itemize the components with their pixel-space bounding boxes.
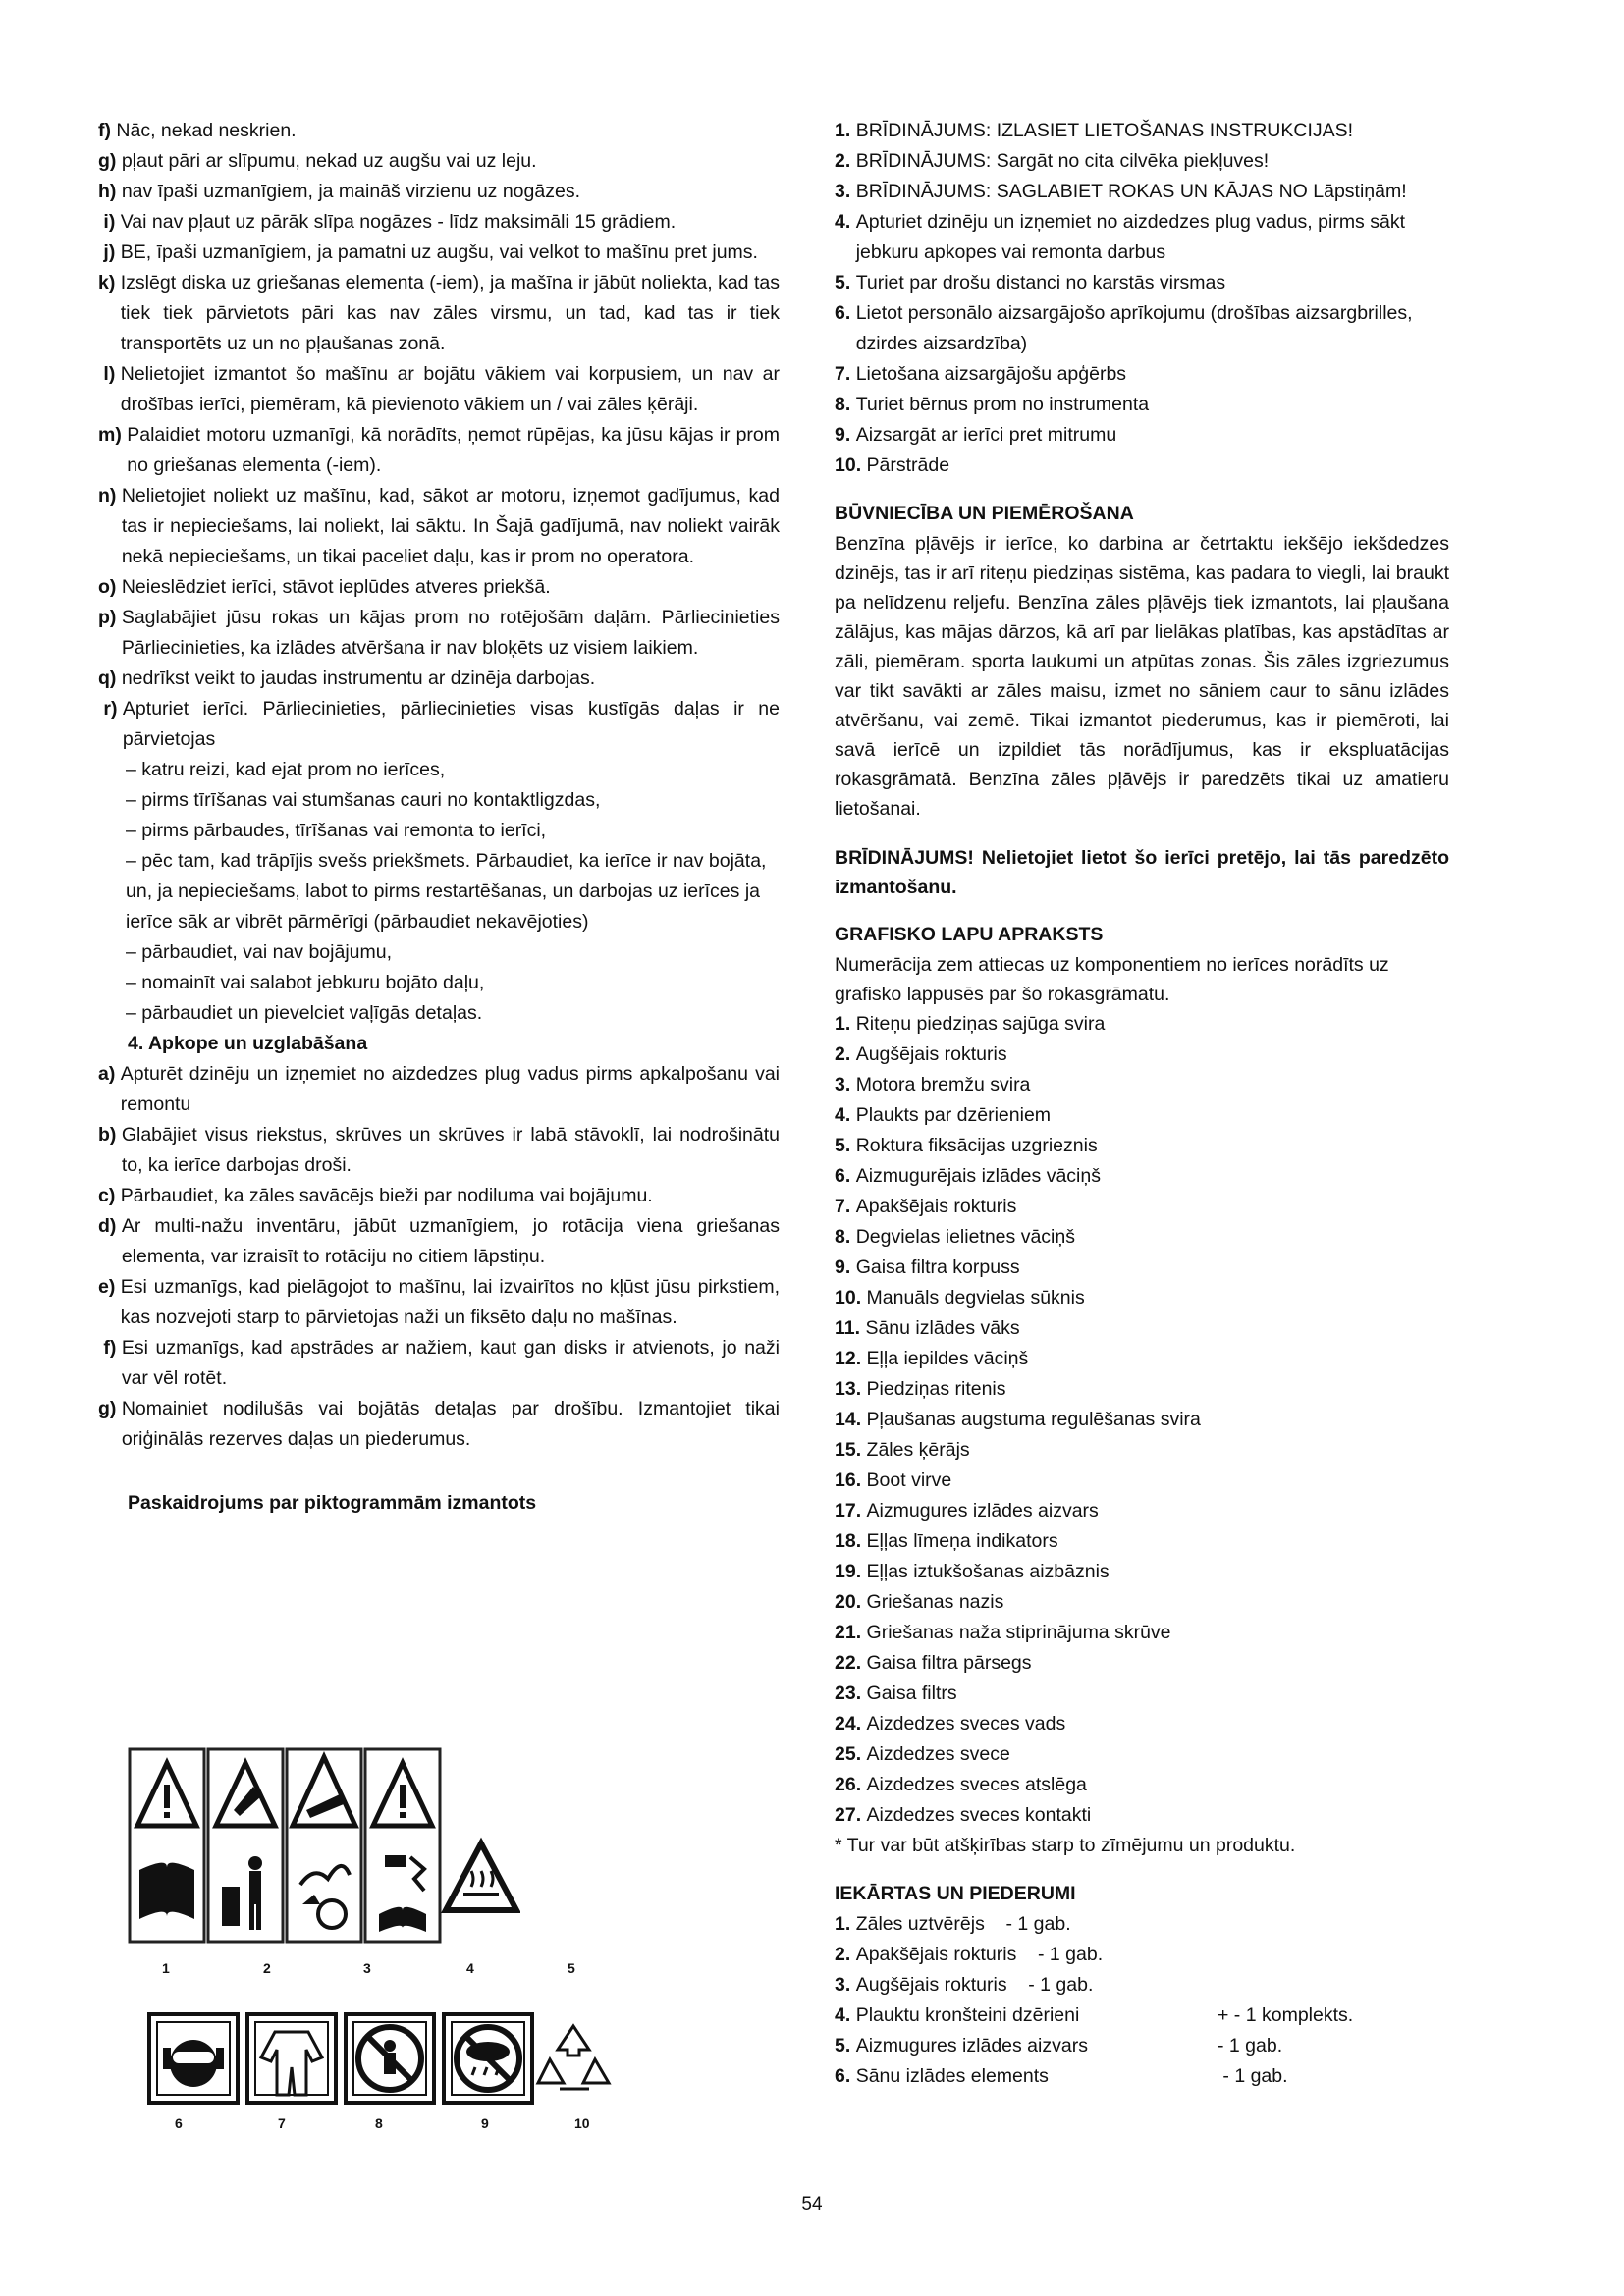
maintenance-rules-list: [98, 1059, 780, 1455]
item-text: Vai nav pļaut uz pārāk slīpa nogāzes - līdz maksimāli 15 grādiem.: [120, 211, 677, 233]
item-text: Riteņu piedziņas sajūga svira: [855, 1013, 1106, 1035]
item-number: 4.: [835, 211, 856, 233]
pictogram-number: 10: [574, 2115, 590, 2131]
item-text: BRĪDINĀJUMS: SAGLABIET ROKAS UN KĀJAS NO Lāpstiņām!: [855, 181, 1407, 202]
recycling-icon: [538, 2026, 609, 2089]
list-item: [835, 1283, 1449, 1313]
item-number: 10.: [835, 454, 867, 476]
list-item: [835, 1161, 1449, 1192]
list-item: [835, 420, 1449, 451]
item-number: 3.: [835, 1974, 856, 1996]
blade-hazard-icon: [287, 1749, 361, 1942]
item-text: Palaidiet motoru uzmanīgi, kā norādīts, ņemot rūpējas, ka jūsu kājas ir prom no griešanas elementa (-iem).: [127, 424, 780, 476]
list-item: [835, 1253, 1449, 1283]
list-item: [835, 390, 1449, 420]
item-text: Piedziņas ritenis: [866, 1378, 1006, 1400]
list-item: [835, 298, 1449, 359]
list-item: [98, 481, 780, 572]
equipment-quantity: + - 1 komplekts.: [1218, 2004, 1354, 2026]
item-number: 18.: [835, 1530, 867, 1552]
pictogram-group-2: [147, 2012, 619, 2110]
item-number: 2.: [835, 1043, 856, 1065]
list-item: [98, 1120, 780, 1181]
pictogram-row-2: [147, 2012, 619, 2110]
stop-conditions-list: [126, 755, 780, 1029]
item-label: g): [98, 150, 122, 172]
list-item: [835, 146, 1449, 177]
item-label: p): [98, 607, 122, 628]
item-number: 6.: [835, 2065, 856, 2087]
list-item: [835, 359, 1449, 390]
item-number: 22.: [835, 1652, 867, 1674]
item-text: Aizsargāt ar ierīci pret mitrumu: [855, 424, 1117, 446]
list-item: [835, 1648, 1449, 1679]
equipment-item: [835, 2001, 1449, 2031]
eye-ear-protection-icon: [149, 2014, 238, 2103]
item-number: 5.: [835, 272, 856, 294]
item-text: Boot virve: [866, 1469, 952, 1491]
item-text: Plauktu kronšteini dzērieni: [855, 2004, 1080, 2026]
list-item: [835, 1131, 1449, 1161]
item-number: 3.: [835, 1074, 856, 1095]
item-label: d): [98, 1215, 122, 1237]
pictogram-descriptions-list: [835, 116, 1449, 481]
item-text: nedrīkst veikt to jaudas instrumentu ar dzinēja darbojas.: [121, 667, 596, 689]
item-number: 20.: [835, 1591, 867, 1613]
equipment-name: [835, 1909, 1218, 1940]
item-text: Zāles ķērājs: [866, 1439, 970, 1461]
item-text: Aizdedzes svece: [866, 1743, 1010, 1765]
item-label: q): [98, 667, 122, 689]
list-item: [835, 1679, 1449, 1709]
item-text: Nāc, nekad neskrien.: [116, 120, 297, 141]
item-text: Eļļas līmeņa indikators: [866, 1530, 1058, 1552]
list-item: [98, 1059, 780, 1120]
equipment-item: [835, 2031, 1449, 2061]
list-item: [835, 207, 1449, 268]
item-label: e): [98, 1276, 121, 1298]
list-item: [98, 1333, 780, 1394]
item-number: 1.: [835, 120, 856, 141]
item-number: 14.: [835, 1409, 867, 1430]
item-number: 7.: [835, 363, 856, 385]
pictogram-legend-title: Paskaidrojums par piktogrammām izmantots: [128, 1492, 537, 1514]
item-number: 7.: [835, 1196, 856, 1217]
equipment-name: [835, 2001, 1218, 2031]
warning-intended-use: BRĪDINĀJUMS! Nelietojiet lietot šo ierīci pretējo, lai tās paredzēto izmantošanu.: [835, 847, 1449, 898]
item-number: 2.: [835, 150, 856, 172]
pictogram-number: 9: [481, 2115, 489, 2131]
item-text: Degvielas ielietnes vāciņš: [855, 1226, 1075, 1248]
item-text: Zāles uztvērējs - 1 gab.: [855, 1913, 1071, 1935]
safety-rules-list: [98, 116, 780, 755]
item-number: 27.: [835, 1804, 867, 1826]
item-label: f): [98, 120, 117, 141]
pictogram-row-1: [128, 1747, 520, 1944]
list-item: [835, 1222, 1449, 1253]
item-text: Augšējais rokturis - 1 gab.: [855, 1974, 1094, 1996]
item-label: n): [98, 485, 122, 507]
item-text: Eļļas iztukšošanas aizbāznis: [866, 1561, 1110, 1582]
pictogram-number: 8: [375, 2115, 383, 2131]
list-item: [835, 1070, 1449, 1100]
item-label: i): [98, 211, 121, 233]
pictogram-number: 4: [466, 1960, 474, 1976]
item-text: Glabājiet visus riekstus, skrūves un skrūves ir labā stāvoklī, lai nodrošinātu to, ka ierīce darbojas droši.: [121, 1124, 780, 1176]
item-number: 2.: [835, 1944, 856, 1965]
item-label: f): [98, 1337, 122, 1359]
item-text: Apturiet ierīci. Pārliecinieties, pārliecinieties visas kustīgās daļas ir ne pārvietojas: [122, 698, 780, 750]
keep-away-person-icon: [208, 1749, 283, 1942]
item-text: Manuāls degvielas sūknis: [866, 1287, 1085, 1308]
pictogram-number: 6: [175, 2115, 183, 2131]
item-text: Aizmugures izlādes aizvars: [866, 1500, 1099, 1522]
item-number: 4.: [835, 2004, 856, 2026]
graphic-pages-heading: GRAFISKO LAPU APRAKSTS: [835, 924, 1104, 945]
dash-item: – katru reizi, kad ejat prom no ierīces,: [126, 759, 446, 780]
item-label: r): [98, 698, 123, 720]
item-number: 8.: [835, 394, 856, 415]
section-heading-maintenance: 4. Apkope un uzglabāšana: [128, 1033, 368, 1054]
item-text: Apturēt dzinēju un izņemiet no aizdedzes plug vadus pirms apkalpošanu vai remontu: [120, 1063, 780, 1115]
list-item: [98, 268, 780, 359]
item-number: 17.: [835, 1500, 867, 1522]
item-number: 24.: [835, 1713, 867, 1735]
item-number: 3.: [835, 181, 856, 202]
list-item: [98, 603, 780, 664]
list-item: [835, 1040, 1449, 1070]
item-label: a): [98, 1063, 121, 1085]
protect-from-moisture-icon: [444, 2014, 532, 2103]
list-item: [835, 1496, 1449, 1526]
item-text: Neieslēdziet ierīci, stāvot ieplūdes atveres priekšā.: [121, 576, 551, 598]
item-number: 12.: [835, 1348, 867, 1369]
list-item: [98, 177, 780, 207]
list-item: [98, 146, 780, 177]
item-number: 26.: [835, 1774, 867, 1795]
pictogram-number: 5: [568, 1960, 575, 1976]
equipment-item: [835, 1909, 1449, 1940]
item-text: Lietošana aizsargājošu apģērbs: [855, 363, 1127, 385]
item-number: 5.: [835, 2035, 856, 2056]
protective-clothing-icon: [247, 2014, 336, 2103]
list-item: [98, 207, 780, 238]
list-item: [98, 238, 780, 268]
item-label: o): [98, 576, 122, 598]
construction-heading: BŪVNIECĪBA UN PIEMĒROŠANA: [835, 503, 1134, 524]
equipment-quantity: [1218, 1940, 1414, 1970]
item-label: h): [98, 181, 122, 202]
item-text: Nelietojiet noliekt uz mašīnu, kad, sākot ar motoru, izņemot gadījumus, kad tas ir nepieciešams, lai noliekt, lai sāktu. In Šajā gadījumā, nav noliekt vairāk nekā nepieciešams, un tikai paceliet daļu, kas ir prom no operatora.: [121, 485, 780, 567]
list-item: [835, 1435, 1449, 1466]
item-text: BRĪDINĀJUMS: Sargāt no cita cilvēka piekļuves!: [855, 150, 1270, 172]
page-number: 54: [801, 2194, 823, 2215]
list-item: [835, 1374, 1449, 1405]
parts-list: [835, 1009, 1449, 1831]
item-number: 16.: [835, 1469, 867, 1491]
equipment-heading: IEKĀRTAS UN PIEDERUMI: [835, 1883, 1076, 1904]
item-number: 6.: [835, 1165, 856, 1187]
item-text: Aizmugurējais izlādes vāciņš: [855, 1165, 1101, 1187]
item-number: 1.: [835, 1913, 856, 1935]
list-item: [835, 1100, 1449, 1131]
item-text: Nelietojiet izmantot šo mašīnu ar bojātu vākiem vai korpusiem, un nav ar drošības ierīci, piemēram, kā pievienoto vākiem un / vai zāles ķērāji.: [120, 363, 780, 415]
item-text: Griešanas naža stiprinājuma skrūve: [866, 1622, 1171, 1643]
list-item: [98, 1181, 780, 1211]
item-number: 9.: [835, 1256, 856, 1278]
dash-item: – pirms tīrīšanas vai stumšanas cauri no kontaktligzdas,: [126, 789, 601, 811]
item-number: 9.: [835, 424, 856, 446]
item-label: g): [98, 1398, 122, 1419]
item-number: 11.: [835, 1317, 866, 1339]
item-number: 4.: [835, 1104, 856, 1126]
item-label: b): [98, 1124, 122, 1146]
item-text: pļaut pāri ar slīpumu, nekad uz augšu vai uz leju.: [121, 150, 537, 172]
construction-text: Benzīna pļāvējs ir ierīce, ko darbina ar četrtaktu iekšējo iekšdedzes dzinējs, tas ir arī riteņu piedziņas sistēma, kas padara to viegli, lai braukt pa nelīdzenu reljefu. Benzīna zāles pļāvējs tiek izmantots, lai pļaušana zālājus, kas mājas dārzos, kā arī par lielākas platības, kas apstādītas ar zāli, piemēram. sporta laukumi un atpūtas zonas. Šis zāles izgriezumus var tikt savākti ar zāles maisu, izmet no sāniem caur to sānu izlādes atvēršanu, vai zemē. Tikai izmantot piederumus, kas ir piemēroti, lai savā ierīcē un izpildiet tās norādījumus, kas ir ekspluatācijas rokasgrāmatā. Benzīna zāles pļāvējs ir paredzēts tikai uz amatieru lietošanai.: [835, 533, 1449, 820]
list-item: [98, 1211, 780, 1272]
list-item: [98, 664, 780, 694]
left-column: [98, 116, 780, 1519]
item-label: k): [98, 272, 121, 294]
right-column: [835, 116, 1449, 2092]
graphic-pages-intro: Numerācija zem attiecas uz komponentiem no ierīces norādīts uz grafisko lappusēs par šo rokasgrāmatu.: [835, 954, 1389, 1005]
item-number: 5.: [835, 1135, 856, 1156]
item-text: Aizdedzes sveces kontakti: [866, 1804, 1092, 1826]
item-text: Saglabājiet jūsu rokas un kājas prom no rotējošām daļām. Pārliecinieties Pārliecinieties, ka izlādes atvēršana ir nav bloķēts uz visiem laikiem.: [121, 607, 780, 659]
list-item: [98, 1272, 780, 1333]
equipment-name: [835, 2031, 1218, 2061]
item-text: Plaukts par dzērieniem: [855, 1104, 1052, 1126]
list-item: [835, 1313, 1449, 1344]
item-label: l): [98, 363, 121, 385]
item-text: Gaisa filtra pārsegs: [866, 1652, 1032, 1674]
list-item: [835, 451, 1449, 481]
item-text: Gaisa filtrs: [866, 1682, 957, 1704]
item-text: Aizdedzes sveces vads: [866, 1713, 1066, 1735]
read-manual-icon: [130, 1749, 204, 1942]
item-number: 6.: [835, 302, 856, 324]
item-number: 25.: [835, 1743, 867, 1765]
list-item: [835, 1344, 1449, 1374]
list-item: [835, 177, 1449, 207]
item-text: Sānu izlādes vāks: [865, 1317, 1020, 1339]
dash-item: – pārbaudiet un pievelciet vaļīgās detaļas.: [126, 1002, 483, 1024]
list-item: [98, 1394, 780, 1455]
list-item: [835, 1739, 1449, 1770]
item-text: Gaisa filtra korpuss: [855, 1256, 1020, 1278]
equipment-quantity: [1218, 1909, 1414, 1940]
item-text: Lietot personālo aizsargājošo aprīkojumu (drošības aizsargbrilles, dzirdes aizsardzība): [855, 302, 1413, 354]
item-text: Aizmugures izlādes aizvars: [855, 2035, 1088, 2056]
item-text: BE, īpaši uzmanīgiem, ja pamatni uz augšu, vai velkot to mašīnu pret jums.: [120, 241, 758, 263]
list-item: [98, 420, 780, 481]
equipment-quantity: - 1 gab.: [1218, 2065, 1288, 2087]
item-text: Motora bremžu svira: [855, 1074, 1031, 1095]
list-item: [835, 1466, 1449, 1496]
list-item: [835, 1587, 1449, 1618]
item-number: 19.: [835, 1561, 867, 1582]
list-item: [835, 1192, 1449, 1222]
item-text: Pļaušanas augstuma regulēšanas svira: [866, 1409, 1201, 1430]
dash-item: – pārbaudiet, vai nav bojājumu,: [126, 941, 393, 963]
dash-item: – pēc tam, kad trāpījis svešs priekšmets. Pārbaudiet, ka ierīce ir nav bojāta, un, ja nepieciešams, labot to pirms restartēšanas, un darbojas uz ierīces ja ierīce sāk ar vibrēt pārmērīgi (pārbaudiet nekavējoties): [126, 850, 767, 933]
disconnect-spark-plug-icon: [365, 1749, 440, 1942]
item-text: Apakšējais rokturis: [855, 1196, 1017, 1217]
item-text: Apakšējais rokturis - 1 gab.: [855, 1944, 1104, 1965]
equipment-item: [835, 1940, 1449, 1970]
item-number: 8.: [835, 1226, 856, 1248]
pictogram-group-1: [128, 1747, 520, 1944]
equipment-item: [835, 2061, 1449, 2092]
equipment-name: [835, 1970, 1218, 2001]
item-text: Aizdedzes sveces atslēga: [866, 1774, 1087, 1795]
list-item: [98, 572, 780, 603]
keep-children-away-icon: [346, 2014, 434, 2103]
list-item: [835, 1800, 1449, 1831]
item-label: c): [98, 1185, 121, 1206]
parts-note: * Tur var būt atšķirības starp to zīmējumu un produktu.: [835, 1835, 1296, 1856]
item-text: Pārstrāde: [866, 454, 950, 476]
equipment-name: [835, 1940, 1218, 1970]
item-text: Augšējais rokturis: [855, 1043, 1007, 1065]
list-item: [835, 116, 1449, 146]
item-number: 13.: [835, 1378, 867, 1400]
pictogram-number: 7: [278, 2115, 286, 2131]
item-text: Izslēgt diska uz griešanas elementa (-iem), ja mašīna ir jābūt noliekta, kad tas tiek tiek pārvietots pāri kas nav zāles virsmu, un tad, kad tas ir tiek transportēts uz un no pļaušanas zonā.: [120, 272, 780, 354]
item-number: 1.: [835, 1013, 856, 1035]
item-text: Ar multi-nažu inventāru, jābūt uzmanīgiem, jo rotācija viena griešanas elementa, var izraisīt to rotāciju no citiem lāpstiņu.: [121, 1215, 780, 1267]
item-text: BRĪDINĀJUMS: IZLASIET LIETOŠANAS INSTRUKCIJAS!: [855, 120, 1354, 141]
equipment-name: [835, 2061, 1218, 2092]
list-item: [98, 694, 780, 755]
list-item: [98, 359, 780, 420]
list-item: [835, 1405, 1449, 1435]
equipment-quantity: [1218, 1970, 1414, 2001]
item-text: Eļļa iepildes vāciņš: [866, 1348, 1029, 1369]
item-text: Roktura fiksācijas uzgrieznis: [855, 1135, 1098, 1156]
item-text: Sānu izlādes elements: [855, 2065, 1049, 2087]
item-text: Pārbaudiet, ka zāles savācējs bieži par nodiluma vai bojājumu.: [120, 1185, 653, 1206]
item-text: nav īpaši uzmanīgiem, ja maināš virzienu uz nogāzes.: [121, 181, 580, 202]
pictogram-number: 1: [162, 1960, 170, 1976]
list-item: [835, 1557, 1449, 1587]
equipment-quantity: - 1 gab.: [1218, 2035, 1283, 2056]
list-item: [835, 1009, 1449, 1040]
dash-item: – pirms pārbaudes, tīrīšanas vai remonta to ierīci,: [126, 820, 547, 841]
item-number: 15.: [835, 1439, 867, 1461]
equipment-item: [835, 1970, 1449, 2001]
list-item: [835, 1709, 1449, 1739]
item-text: Turiet bērnus prom no instrumenta: [855, 394, 1150, 415]
item-text: Apturiet dzinēju un izņemiet no aizdedzes plug vadus, pirms sākt jebkuru apkopes vai remonta darbus: [855, 211, 1405, 263]
item-text: Griešanas nazis: [866, 1591, 1004, 1613]
item-text: Esi uzmanīgs, kad pielāgojot to mašīnu, lai izvairītos no kļūst jūsu pirkstiem, kas nozvejoti starp to pārvietojas naži un fiksēto daļu no mašīnas.: [120, 1276, 780, 1328]
pictogram-number: 2: [263, 1960, 271, 1976]
pictogram-number: 3: [363, 1960, 371, 1976]
list-item: [835, 1526, 1449, 1557]
item-number: 21.: [835, 1622, 867, 1643]
item-text: Turiet par drošu distanci no karstās virsmas: [855, 272, 1226, 294]
hot-surface-icon: [446, 1843, 516, 1910]
item-label: j): [98, 241, 121, 263]
item-text: Esi uzmanīgs, kad apstrādes ar nažiem, kaut gan disks ir atvienots, jo naži var vēl rotēt.: [121, 1337, 780, 1389]
dash-item: – nomainīt vai salabot jebkuru bojāto daļu,: [126, 972, 485, 993]
list-item: [835, 1770, 1449, 1800]
item-number: 23.: [835, 1682, 867, 1704]
list-item: [835, 1618, 1449, 1648]
list-item: [98, 116, 780, 146]
list-item: [835, 268, 1449, 298]
item-text: Nomainiet nodilušās vai bojātās detaļas par drošību. Izmantojiet tikai oriģinālās rezerves daļas un piederumus.: [121, 1398, 780, 1450]
item-label: m): [98, 424, 128, 446]
item-number: 10.: [835, 1287, 867, 1308]
equipment-list: [835, 1909, 1449, 2092]
